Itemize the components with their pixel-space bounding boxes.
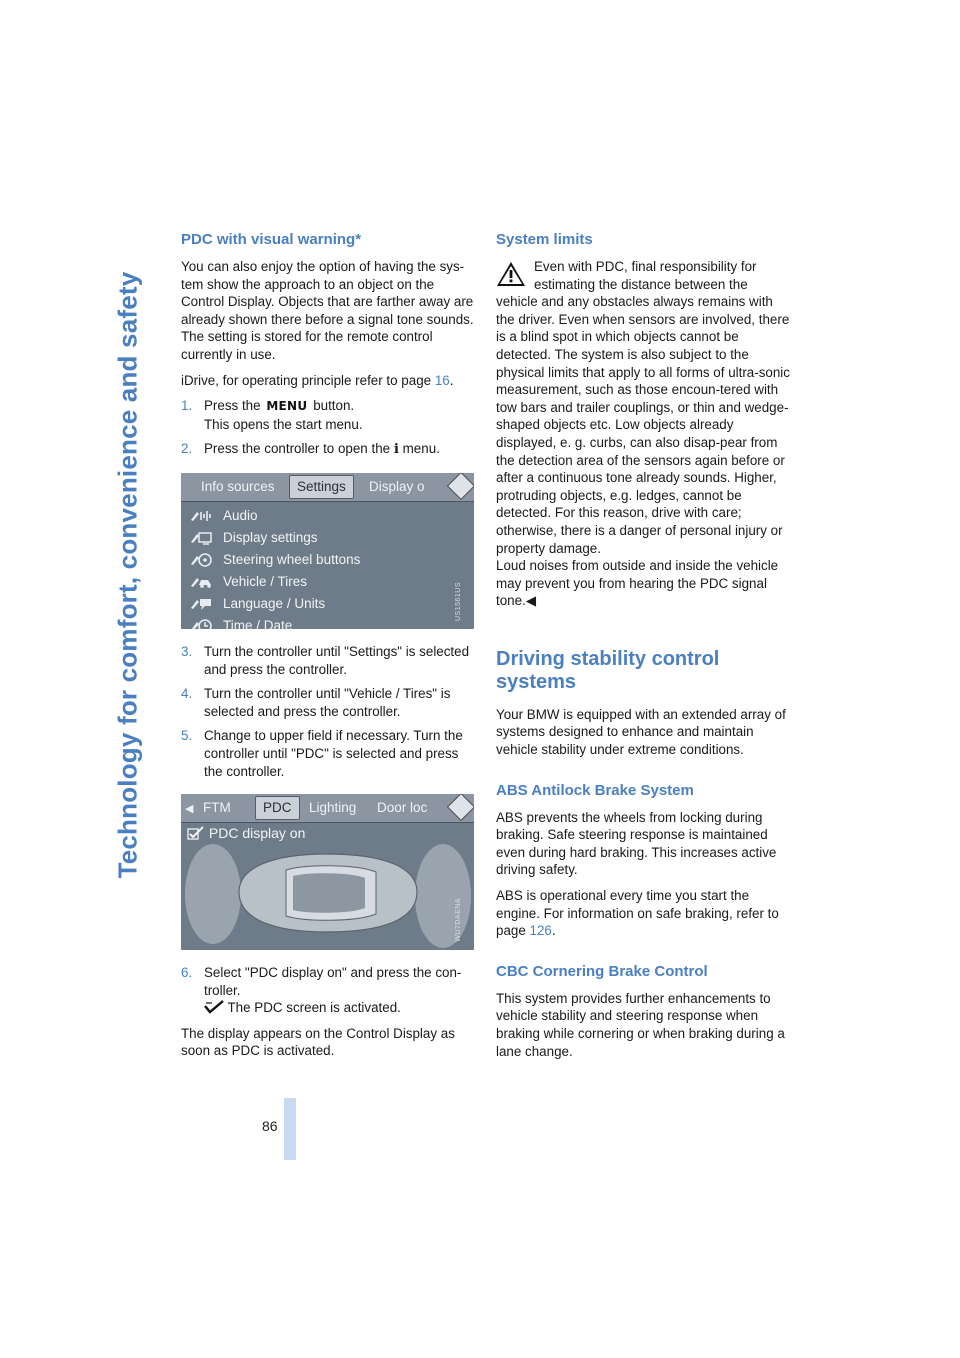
- checkmark-icon: [204, 1000, 224, 1014]
- menu-item-audio: Audio: [181, 505, 474, 527]
- end-of-note-mark: ◀: [525, 593, 537, 609]
- abs-text-2: ABS is operational every time you start the engine. For information on safe braking, refer to page 126.: [496, 888, 779, 939]
- step-4: 4. Turn the controller until "Vehicle / Tires" is selected and press the controller.: [181, 686, 451, 719]
- chapter-side-title: Technology for comfort, convenience and safety: [112, 271, 143, 879]
- spacer: [496, 767, 792, 781]
- steering-wheel-icon: [189, 552, 213, 568]
- tab-settings: Settings: [289, 475, 354, 499]
- spacer: [496, 618, 792, 648]
- navigation-diamond-icon: [447, 794, 474, 821]
- abs-heading: ABS Antilock Brake System: [496, 781, 694, 799]
- system-limits-warning: [496, 258, 792, 610]
- step-1: 1. Press the MENU button. This opens the start menu.: [181, 398, 363, 432]
- page-number: 86: [262, 1118, 278, 1134]
- step-5: 5. Change to upper field if necessary. Turn the controller until "PDC" is selected and press the controller.: [181, 728, 463, 779]
- page-link-16[interactable]: 16: [434, 372, 450, 388]
- menu-item-steering-wheel: Steering wheel buttons: [181, 549, 474, 571]
- menu-item-vehicle-tires: Vehicle / Tires: [181, 571, 474, 593]
- warning-triangle-icon: [496, 260, 526, 288]
- front-sensor-zone: [185, 844, 241, 944]
- tab-ftm: FTM: [203, 800, 231, 816]
- menu-item-display-settings: Display settings: [181, 527, 474, 549]
- figure-code: WU7DAENA: [455, 898, 463, 943]
- car-roof: [293, 873, 365, 913]
- steps-list-b: [181, 643, 477, 780]
- screen2-tabbar: [181, 794, 474, 823]
- display-icon: [189, 530, 213, 546]
- pdc-display-on-row: PDC display on: [187, 825, 305, 843]
- menu-item-time-date: Time / Date: [181, 615, 474, 629]
- system-limits-text: Even with PDC, final responsibility for estimating the distance between the vehicle and any obstacles always remains with the driver. Even when sensors are involved, there is a blind spot in which objects cannot be detected. The system is also subject to the physical limits that apply to all forms of ultra-sonic measurement, such as those encoun-tered with tow bars and trailer couplings, or thin and wedge-shaped objects etc. Low objects already displayed, e. g. curbs, can also disap-pear from the detection area of the sensors again before or after a continuous tone already sounds. Higher, protruding objects, e.g. ledges, cannot be detected. For this reason, drive with care; otherwise, there is a danger of personal injury or property damage.: [496, 259, 790, 556]
- navigation-diamond-icon: [447, 473, 474, 500]
- cbc-heading: CBC Cornering Brake Control: [496, 962, 708, 980]
- figure-code: US1561US: [455, 581, 463, 621]
- page-margin-bar: [284, 1098, 296, 1160]
- pdc-visual-warning-heading: PDC with visual warning*: [181, 231, 362, 248]
- cbc-text: This system provides further enhancements to vehicle stability and steering response when braking while cornering or when braking during a lane change.: [496, 990, 785, 1059]
- pdc-display-screenshot: [181, 794, 474, 950]
- steps-list-a: [181, 397, 477, 459]
- driving-stability-text: Your BMW is equipped with an extended array of systems designed to enhance and maintain vehicle stability under extreme conditions.: [496, 706, 786, 758]
- pdc-intro-paragraph: You can also enjoy the option of having the sys-tem show the approach to an object on the Control Display. Objects that are farther away are already shown there before a signal tone sounds. The setting is stored for the remote control currently in use.: [181, 259, 474, 362]
- language-icon: [189, 596, 213, 612]
- idrive-reference: iDrive, for operating principle refer to page 16.: [181, 372, 454, 388]
- spacer: [496, 948, 792, 962]
- pdc-car-diagram: [181, 834, 474, 950]
- system-limits-noise-text: Loud noises from outside and inside the vehicle may prevent you from hearing the PDC signal tone.◀: [496, 558, 779, 609]
- tab-display: Display o: [369, 478, 425, 494]
- step-3: 3. Turn the controller until "Settings" is selected and press the controller.: [181, 643, 470, 677]
- driving-stability-heading: Driving stability control systems: [496, 647, 720, 693]
- page-link-126[interactable]: 126: [529, 923, 552, 939]
- pdc-outro-paragraph: The display appears on the Control Display as soon as PDC is activated.: [181, 1025, 455, 1059]
- clock-icon: [189, 618, 213, 629]
- screen1-tabbar: [181, 473, 474, 502]
- menu-button-icon: MENU: [264, 398, 309, 416]
- info-menu-icon: i: [393, 441, 399, 458]
- abs-text-1: ABS prevents the wheels from locking during braking. Safe steering response is maintained even during hard braking. This increases active driving safety.: [496, 809, 777, 878]
- step-6: 6. Select "PDC display on" and press the con-troller. The PDC screen is activated.: [181, 965, 462, 1016]
- settings-menu-screenshot: [181, 473, 474, 629]
- tab-left-arrow-icon: ◀: [185, 803, 194, 816]
- menu-item-language-units: Language / Units: [181, 593, 474, 615]
- right-column: [496, 230, 792, 1068]
- left-column: [181, 230, 477, 1068]
- step-2: 2. Press the controller to open the i menu.: [181, 441, 440, 458]
- screen1-menu-list: [181, 505, 474, 629]
- tab-lighting: Lighting: [309, 800, 357, 816]
- tab-door-locks: Door loc: [377, 800, 428, 816]
- tab-info-sources: Info sources: [201, 478, 275, 494]
- car-icon: [189, 574, 213, 590]
- steps-list-c: [181, 964, 477, 1017]
- audio-icon: [189, 508, 213, 524]
- tab-pdc: PDC: [255, 796, 300, 820]
- system-limits-heading: System limits: [496, 231, 593, 248]
